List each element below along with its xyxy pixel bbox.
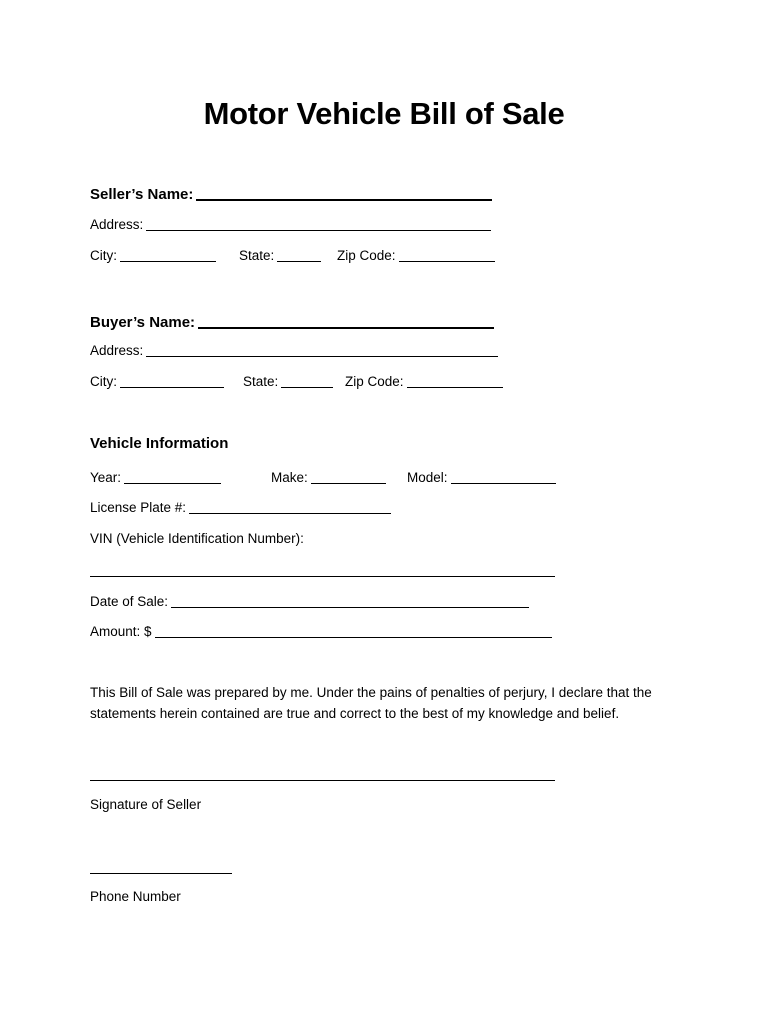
buyer-address-field[interactable]	[146, 342, 498, 357]
date-of-sale-label: Date of Sale:	[90, 594, 169, 609]
vin-label: VIN (Vehicle Identification Number):	[90, 531, 304, 546]
buyer-name-field[interactable]	[198, 311, 494, 329]
make-label: Make:	[271, 470, 308, 485]
buyer-address-label: Address:	[90, 343, 144, 358]
seller-location-row	[90, 245, 495, 265]
seller-name-label: Seller’s Name:	[90, 186, 194, 203]
seller-state-field[interactable]	[277, 247, 321, 262]
amount-row	[90, 621, 552, 641]
seller-address-label: Address:	[90, 217, 144, 232]
buyer-city-field[interactable]	[120, 373, 224, 388]
declaration-paragraph: This Bill of Sale was prepared by me. Under the pains of penalties of perjury, I declare that the statements herein contained are true and correct to the best of my knowledge and belief.	[90, 685, 652, 721]
seller-signature-line[interactable]	[90, 780, 555, 781]
license-plate-field[interactable]	[189, 499, 391, 514]
page-title: Motor Vehicle Bill of Sale	[203, 96, 565, 131]
model-field[interactable]	[451, 469, 556, 484]
amount-field[interactable]	[155, 623, 552, 638]
seller-name-field[interactable]	[196, 183, 492, 201]
seller-city-field[interactable]	[120, 247, 216, 262]
seller-zip-field[interactable]	[399, 247, 495, 262]
phone-number-line[interactable]	[90, 873, 232, 874]
seller-address-row	[90, 214, 491, 234]
seller-address-field[interactable]	[146, 216, 491, 231]
phone-number-label: Phone Number	[90, 889, 181, 904]
buyer-name-label: Buyer’s Name:	[90, 314, 196, 331]
seller-name-row	[90, 180, 492, 204]
vin-label-row	[90, 528, 307, 548]
buyer-city-label: City:	[90, 374, 117, 389]
seller-zip-label: Zip Code:	[337, 248, 396, 263]
seller-state-label: State:	[239, 248, 275, 263]
license-plate-label: License Plate #:	[90, 500, 187, 515]
make-field[interactable]	[311, 469, 386, 484]
buyer-state-field[interactable]	[281, 373, 333, 388]
buyer-zip-label: Zip Code:	[345, 374, 404, 389]
year-label: Year:	[90, 470, 122, 485]
buyer-zip-field[interactable]	[407, 373, 503, 388]
date-of-sale-field[interactable]	[171, 593, 529, 608]
year-field[interactable]	[124, 469, 221, 484]
vin-field[interactable]	[90, 576, 555, 577]
seller-signature-label: Signature of Seller	[90, 797, 202, 812]
buyer-location-row	[90, 371, 503, 391]
seller-city-label: City:	[90, 248, 117, 263]
date-of-sale-row	[90, 591, 529, 611]
model-label: Model:	[407, 470, 448, 485]
buyer-name-row	[90, 308, 494, 332]
buyer-address-row	[90, 340, 498, 360]
vehicle-info-heading: Vehicle Information	[90, 435, 229, 452]
buyer-state-label: State:	[243, 374, 279, 389]
license-plate-row	[90, 497, 391, 517]
vehicle-details-row	[90, 467, 556, 487]
amount-label: Amount: $	[90, 624, 152, 639]
